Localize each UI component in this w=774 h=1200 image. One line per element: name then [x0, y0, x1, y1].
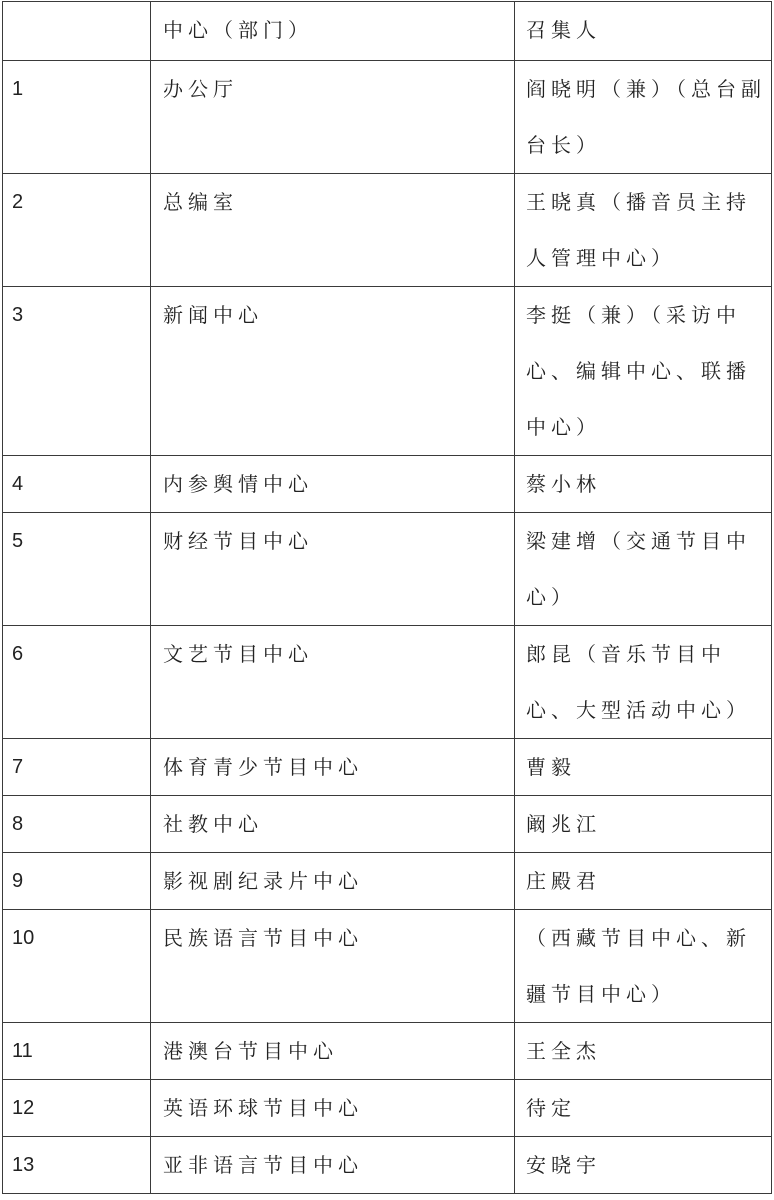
row-department: 影视剧纪录片中心	[151, 853, 515, 910]
row-number: 4	[3, 456, 151, 513]
row-number: 13	[3, 1137, 151, 1194]
table-row	[3, 1023, 772, 1080]
table-row	[3, 626, 772, 739]
header-department: 中心（部门）	[151, 2, 515, 61]
convener-table	[2, 1, 772, 1194]
row-convener: 安晓宇	[515, 1137, 772, 1194]
row-convener: 梁建增（交通节目中心）	[515, 513, 772, 626]
table-header-row	[3, 2, 772, 61]
row-convener: 蔡小林	[515, 456, 772, 513]
row-convener: 郎昆（音乐节目中心、大型活动中心）	[515, 626, 772, 739]
row-department: 内参舆情中心	[151, 456, 515, 513]
row-department: 社教中心	[151, 796, 515, 853]
row-convener: （西藏节目中心、新疆节目中心）	[515, 910, 772, 1023]
table-row	[3, 1137, 772, 1194]
row-department: 亚非语言节目中心	[151, 1137, 515, 1194]
row-number: 10	[3, 910, 151, 1023]
row-convener: 阚兆江	[515, 796, 772, 853]
row-convener: 王晓真（播音员主持人管理中心）	[515, 174, 772, 287]
table-row	[3, 513, 772, 626]
row-department: 财经节目中心	[151, 513, 515, 626]
row-department: 英语环球节目中心	[151, 1080, 515, 1137]
row-department: 港澳台节目中心	[151, 1023, 515, 1080]
row-department: 文艺节目中心	[151, 626, 515, 739]
table-row	[3, 174, 772, 287]
row-number: 8	[3, 796, 151, 853]
row-department: 民族语言节目中心	[151, 910, 515, 1023]
row-convener: 阎晓明（兼）（总台副台长）	[515, 61, 772, 174]
table-row	[3, 287, 772, 456]
table-row	[3, 1080, 772, 1137]
table-row	[3, 910, 772, 1023]
table-row	[3, 853, 772, 910]
table-row	[3, 796, 772, 853]
header-number	[3, 2, 151, 61]
row-number: 1	[3, 61, 151, 174]
row-number: 9	[3, 853, 151, 910]
row-convener: 待定	[515, 1080, 772, 1137]
row-number: 7	[3, 739, 151, 796]
row-department: 体育青少节目中心	[151, 739, 515, 796]
row-number: 3	[3, 287, 151, 456]
row-department: 办公厅	[151, 61, 515, 174]
row-convener: 曹毅	[515, 739, 772, 796]
row-department: 新闻中心	[151, 287, 515, 456]
row-convener: 庄殿君	[515, 853, 772, 910]
row-number: 12	[3, 1080, 151, 1137]
row-number: 6	[3, 626, 151, 739]
table-row	[3, 61, 772, 174]
row-number: 5	[3, 513, 151, 626]
header-convener: 召集人	[515, 2, 772, 61]
table-row	[3, 456, 772, 513]
row-number: 2	[3, 174, 151, 287]
row-department: 总编室	[151, 174, 515, 287]
row-convener: 王全杰	[515, 1023, 772, 1080]
table-row	[3, 739, 772, 796]
row-convener: 李挺（兼）（采访中心、编辑中心、联播中心）	[515, 287, 772, 456]
row-number: 11	[3, 1023, 151, 1080]
